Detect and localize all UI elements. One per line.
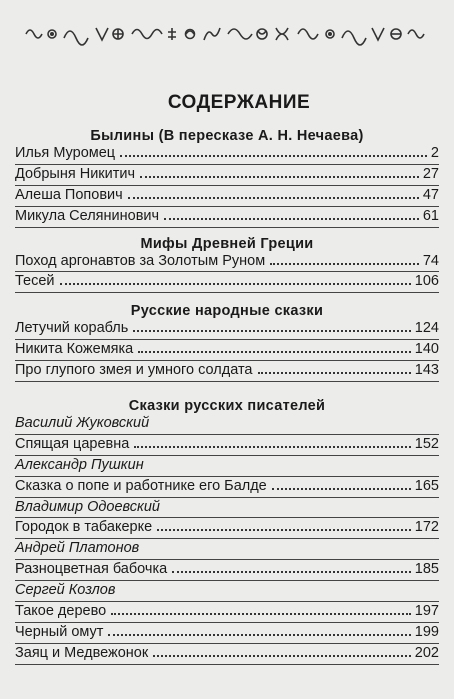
entry-page: 74 xyxy=(422,252,439,269)
entry-page: 199 xyxy=(414,623,439,640)
author-name: Сергей Козлов xyxy=(15,581,439,602)
section-title: Мифы Древней Греции xyxy=(140,235,314,252)
dot-leader xyxy=(153,655,411,657)
entry-title: Такое дерево xyxy=(15,603,107,620)
toc-entry[interactable] xyxy=(15,340,439,361)
section-writers-tales xyxy=(15,398,439,665)
entry-title: Разноцветная бабочка xyxy=(15,561,168,578)
toc-entry[interactable] xyxy=(15,319,439,340)
entry-page: 124 xyxy=(414,320,439,337)
author-name: Александр Пушкин xyxy=(15,456,439,477)
toc-entry[interactable] xyxy=(15,623,439,644)
entry-title: Илья Муромец xyxy=(15,145,116,161)
toc-entry[interactable] xyxy=(15,361,439,382)
entry-title: Поход аргонавтов за Золотым Руном xyxy=(15,252,266,269)
entry-page: 2 xyxy=(430,145,439,161)
dot-leader xyxy=(140,176,419,178)
page-title: СОДЕРЖАНИЕ xyxy=(167,92,311,113)
toc-entry[interactable] xyxy=(15,644,439,665)
entry-title: Городок в табакерке xyxy=(15,519,153,536)
entry-page: 143 xyxy=(414,362,439,379)
section-byliny xyxy=(15,128,439,228)
entry-title: Микула Селянинович xyxy=(15,207,160,224)
toc-entry[interactable] xyxy=(15,207,439,228)
dot-leader xyxy=(138,351,411,353)
toc-entry[interactable] xyxy=(15,144,439,165)
entry-title: Тесей xyxy=(15,273,55,290)
section-title: Былины (В пересказе А. Н. Нечаева) xyxy=(90,128,364,144)
dot-leader xyxy=(172,571,411,573)
dot-leader xyxy=(134,446,410,448)
decorative-ornament-border xyxy=(22,22,432,46)
entry-page: 165 xyxy=(414,477,439,494)
table-of-contents xyxy=(15,92,439,675)
dot-leader xyxy=(270,263,419,265)
toc-entry[interactable] xyxy=(15,477,439,498)
dot-leader xyxy=(157,529,411,531)
entry-page: 47 xyxy=(422,186,439,203)
entry-page: 61 xyxy=(422,207,439,224)
entry-title: Добрыня Никитич xyxy=(15,165,136,182)
section-folk-tales xyxy=(15,303,439,382)
toc-entry[interactable] xyxy=(15,560,439,581)
dot-leader xyxy=(111,613,411,615)
dot-leader xyxy=(258,372,411,374)
dot-leader xyxy=(133,330,410,332)
toc-entry[interactable] xyxy=(15,165,439,186)
entry-page: 106 xyxy=(414,273,439,290)
entry-title: Сказка о попе и работнике его Балде xyxy=(15,477,267,494)
author-name: Василий Жуковский xyxy=(15,414,439,435)
entry-page: 140 xyxy=(414,341,439,358)
entry-title: Про глупого змея и умного солдата xyxy=(15,362,253,379)
entry-page: 27 xyxy=(422,165,439,182)
entry-title: Спящая царевна xyxy=(15,435,130,452)
toc-entry[interactable] xyxy=(15,272,439,293)
dot-leader xyxy=(60,283,411,285)
entry-title: Алеша Попович xyxy=(15,186,123,203)
entry-title: Летучий корабль xyxy=(15,320,129,337)
dot-leader xyxy=(164,218,419,220)
dot-leader xyxy=(108,634,410,636)
entry-title: Черный омут xyxy=(15,623,104,640)
entry-title: Заяц и Медвежонок xyxy=(15,644,149,661)
entry-page: 197 xyxy=(414,603,439,620)
entry-page: 185 xyxy=(414,561,439,578)
author-name: Андрей Платонов xyxy=(15,539,439,560)
entry-page: 172 xyxy=(414,519,439,536)
section-myths xyxy=(15,236,439,294)
toc-entry[interactable] xyxy=(15,252,439,273)
section-title: Русские народные сказки xyxy=(130,303,324,320)
dot-leader xyxy=(272,488,411,490)
toc-entry[interactable] xyxy=(15,186,439,207)
entry-page: 152 xyxy=(414,435,439,452)
toc-entry[interactable] xyxy=(15,435,439,456)
toc-entry[interactable] xyxy=(15,518,439,539)
dot-leader xyxy=(120,155,427,157)
entry-title: Никита Кожемяка xyxy=(15,341,134,358)
entry-page: 202 xyxy=(414,644,439,661)
section-title: Сказки русских писателей xyxy=(128,398,326,415)
dot-leader xyxy=(128,197,419,199)
toc-entry[interactable] xyxy=(15,602,439,623)
author-name: Владимир Одоевский xyxy=(15,498,439,519)
